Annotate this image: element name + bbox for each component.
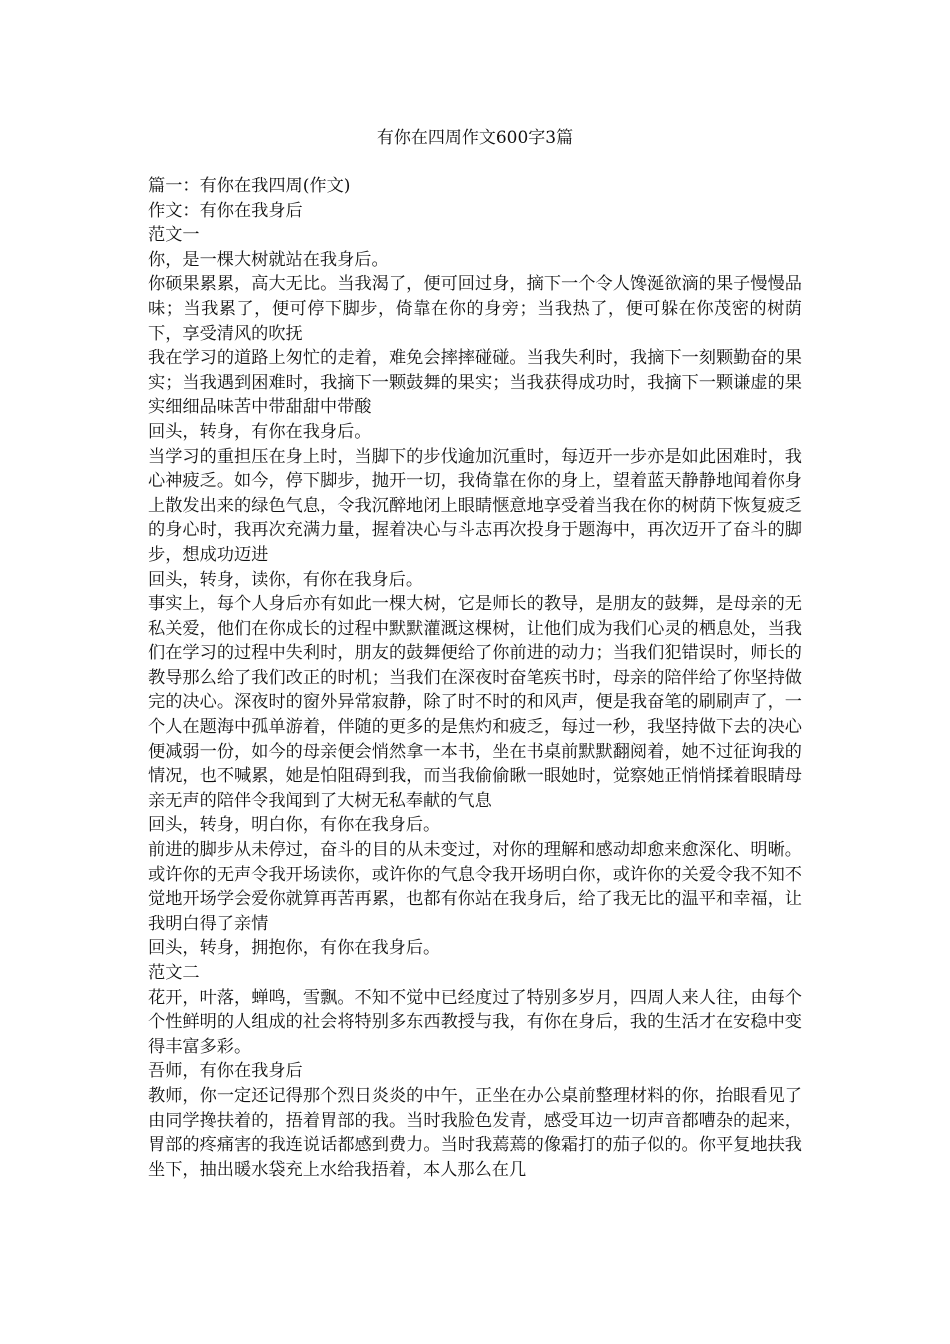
subheading-line: 吾师，有你在我身后 [148, 1061, 303, 1082]
refrain-line: 回头，转身，读你，有你在我身后。 [148, 569, 424, 590]
refrain-line: 回头，转身，有你在我身后。 [148, 421, 372, 442]
body-paragraph: 我在学习的道路上匆忙的走着，难免会摔摔碰碰。当我失利时，我摘下一刻颗勤奋的果实；当我遇到困难时，我摘下一颗鼓舞的果实；当我获得成功时，我摘下一颗谦虚的果实细细品味苦中带甜甜中带酸 [148, 348, 802, 418]
refrain-line: 回头，转身，明白你，有你在我身后。 [148, 815, 441, 836]
body-paragraph: 教师，你一定还记得那个烈日炎炎的中午，正坐在办公桌前整理材料的你，抬眼看见了由同学搀扶着的，捂着胃部的我。当时我脸色发青，感受耳边一切声音都嘈杂的起来，胃部的疼痛害的我连说话都感到费力。当时我蔫蔫的像霜打的茄子似的。你平复地扶我坐下，抽出暖水袋充上水给我捂着，本人那么在几 [148, 1085, 802, 1180]
body-paragraph: 前进的脚步从未停过，奋斗的目的从未变过，对你的理解和感动却愈来愈深化、明晰。或许你的无声令我开场读你，或许你的气息令我开场明白你，或许你的关爱令我不知不觉地开场学会爱你就算再苦再累，也都有你站在我身后，给了我无比的温平和幸福，让我明白得了亲情 [148, 840, 802, 934]
body-paragraph: 当学习的重担压在身上时，当脚下的步伐逾加沉重时，每迈开一步亦是如此困难时，我心神疲乏。如今，停下脚步，抛开一切，我倚靠在你的身上，望着蓝天静静地闻着你身上散发出来的绿色气息，令我沉醉地闭上眼睛惬意地享受着当我在你的树荫下恢复疲乏的身心时，我再次充满力量，握着决心与斗志再次投身于题海中，再次迈开了奋斗的脚步，想成功迈进 [148, 446, 802, 565]
refrain-line: 回头，转身，拥抱你，有你在我身后。 [148, 938, 441, 959]
document-body [148, 174, 802, 1182]
heading-line: 作文：有你在我身后 [148, 200, 303, 221]
body-paragraph: 事实上，每个人身后亦有如此一棵大树，它是师长的教导，是朋友的鼓舞，是母亲的无私关爱，他们在你成长的过程中默默灌溉这棵树，让他们成为我们心灵的栖息处，当我们在学习的过程中失利时，朋友的鼓舞便给了你前进的动力；当我们犯错误时，师长的教导那么给了我们改正的时机；当我们在深夜时奋笔疾书时，母亲的陪伴给了你坚持做完的决心。深夜时的窗外异常寂静，除了时不时的和风声，便是我奋笔的刷刷声了，一个人在题海中孤单游着，伴随的更多的是焦灼和疲乏，每过一秒，我坚持做下去的决心便减弱一份，如今的母亲便会悄然拿一本书，坐在书桌前默默翻阅着，她不过征询我的情况，也不喊累，她是怕阻碍到我，而当我偷偷瞅一眼她时，觉察她正悄悄揉着眼睛母亲无声的陪伴令我闻到了大树无私奉献的气息 [148, 594, 802, 811]
heading-line: 篇一：有你在我四周(作文) [148, 176, 351, 196]
section-label: 范文二 [148, 963, 200, 983]
document-title: 有你在四周作文600字3篇 [376, 128, 574, 148]
section-label: 范文一 [148, 225, 200, 246]
body-paragraph: 你，是一棵大树就站在我身后。 [148, 249, 389, 270]
body-paragraph: 花开，叶落，蝉鸣，雪飘。不知不觉中已经度过了特别多岁月，四周人来人往，由每个个性鲜明的人组成的社会将特别多东西教授与我，有你在身后，我的生活才在安稳中变得丰富多彩。 [148, 987, 802, 1057]
body-paragraph: 你硕果累累，高大无比。当我渴了，便可回过身，摘下一个令人馋涎欲滴的果子慢慢品味；当我累了，便可停下脚步，倚靠在你的身旁；当我热了，便可躲在你茂密的树荫下，享受清风的吹抚 [148, 274, 802, 344]
